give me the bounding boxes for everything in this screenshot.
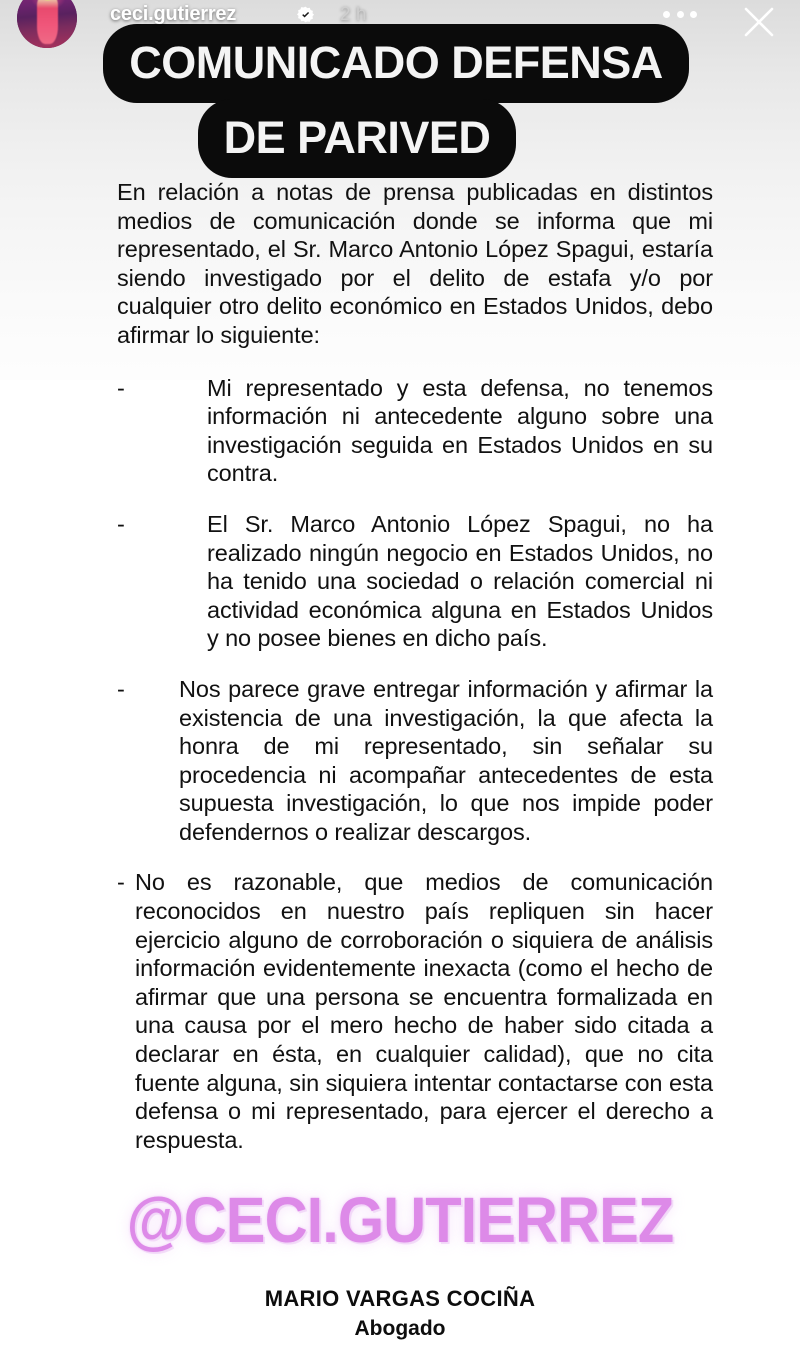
bullet-marker: - — [117, 675, 125, 702]
dot-2 — [677, 11, 684, 18]
title-line-1: COMUNICADO DEFENSA — [103, 24, 689, 103]
bullet-marker: - — [117, 510, 125, 537]
bullet-text: No es razonable, que medios de comunicación reconocidos en nuestro país repliquen sin hacer ejercicio alguno de corroboración o siquiera de análisis información evidentemente inexacta (como el hecho de afirmar que una persona se encuentra formalizada en una causa por el mero hecho de haber sido citada a declarar en ésta, en cualquier calidad), que no cita fuente alguna, sin siquiera intentar contactarse con esta defensa o mi representado, para ejercer el derecho a respuesta. — [135, 869, 713, 1153]
intro-paragraph: En relación a notas de prensa publicadas en distintos medios de comunicación donde se informa que mi representado, el Sr. Marco Antonio López Spagui, estaría siendo investigado por el delito de estafa y/o por cualquier otro delito económico en Estados Unidos, debo afirmar lo siguiente: — [117, 179, 713, 348]
bullet-text: Nos parece grave entregar información y afirmar la existencia de una investigación, la que afecta la honra de mi representado, sin señalar su procedencia ni acompañar antecedentes de esta supuesta investigación, lo que nos impide poder defendernos o realizar descargos. — [179, 675, 713, 845]
bullet-item — [117, 868, 713, 1154]
bullet-item — [117, 510, 713, 653]
signature-name: MARIO VARGAS COCIÑA — [264, 1286, 536, 1311]
bullet-item — [117, 374, 713, 488]
bullet-text: Mi representado y esta defensa, no tenemos información ni antecedente alguno sobre una investigación seguida en Estados Unidos en su contra. — [207, 374, 713, 487]
title-line-2: DE PARIVED — [198, 99, 517, 178]
timestamp-label: 2 h — [340, 4, 367, 25]
bullet-marker: - — [117, 869, 125, 896]
avatar-image — [17, 0, 77, 48]
story-title — [0, 24, 800, 178]
close-icon[interactable] — [735, 0, 783, 46]
document-body — [117, 178, 713, 1154]
dot-1 — [663, 11, 670, 18]
avatar[interactable] — [17, 0, 77, 48]
avatar-figure — [37, 0, 57, 44]
bullet-marker: - — [117, 374, 125, 401]
username-label[interactable]: ceci.gutierrez — [110, 3, 237, 25]
bullet-item — [117, 675, 713, 847]
bullet-text: El Sr. Marco Antonio López Spagui, no ha realizado ningún negocio en Estados Unidos, no ha tenido una sociedad o relación comercial ni actividad económica alguna en Estados Unidos y no posee bienes en dicho país. — [207, 510, 713, 652]
verified-badge-icon — [297, 6, 314, 23]
story-header — [0, 0, 800, 36]
watermark-handle: @CECI.GUTIERREZ — [126, 1184, 674, 1256]
signature-block — [0, 1285, 800, 1343]
more-options-icon[interactable] — [663, 6, 697, 22]
signature-role: Abogado — [354, 1317, 446, 1340]
dot-3 — [690, 11, 697, 18]
